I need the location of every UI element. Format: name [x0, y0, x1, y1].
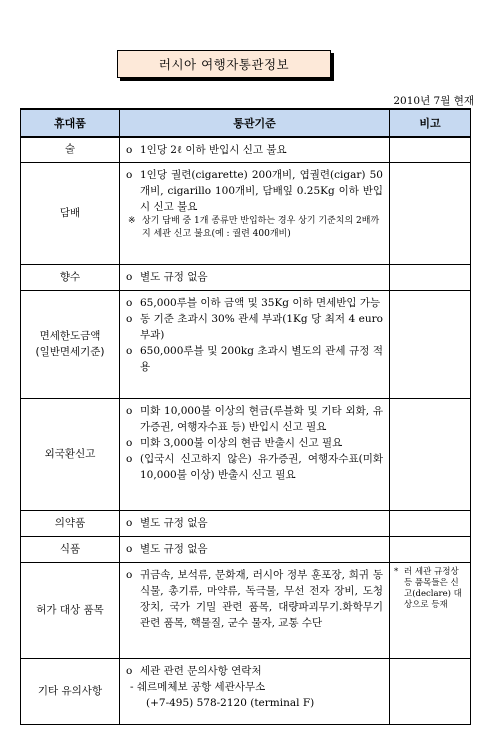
table-row: [21, 163, 471, 265]
row-standard: o 별도 규정 없음: [120, 537, 390, 563]
row-standard: o 미화 10,000불 이상의 현금(루블화 및 기타 외화, 유가증권, 여행자수표 등) 반입시 신고 필요 o 미화 3,000불 이상의 현금 반출시 신고 필요 o (입국시 신고하지 않은) 유가증권, 여행자수표(미화 10,000불 이상) 반출시 신고 필요: [120, 399, 390, 511]
table-row: [21, 265, 471, 291]
row-remark: [390, 163, 471, 265]
row-standard: o 별도 규정 없음: [120, 265, 390, 291]
header-remark: 비고: [390, 109, 471, 137]
table-row: [21, 137, 471, 163]
table-row: [21, 563, 471, 659]
row-remark: [390, 137, 471, 163]
row-remark: [390, 511, 471, 537]
row-category: 의약품: [21, 511, 120, 537]
row-category: 향수: [21, 265, 120, 291]
page-title: 러시아 여행자통관정보: [117, 50, 331, 78]
row-standard: o 1인당 2ℓ 이하 반입시 신고 불요: [120, 137, 390, 163]
table-row: [21, 511, 471, 537]
row-standard: o 1인당 궐련(cigarette) 200개비, 엽궐련(cigar) 50개비, cigarillo 100개비, 담배잎 0.25Kg 이하 반입시 신고 불요 ※ 상기 담배 중 1개 종류만 반입하는 경우 상기 기준치의 2배까지 세관 신고 불요(예 : 궐련 400개비): [120, 163, 390, 265]
table-row: [21, 537, 471, 563]
row-category: 식품: [21, 537, 120, 563]
customs-table: [20, 108, 471, 725]
row-standard: o 세관 관련 문의사항 연락처 - 쉐르메체보 공항 세관사무소 (+7-495) 578-2120 (terminal F): [120, 659, 390, 725]
row-category: 기타 유의사항: [21, 659, 120, 725]
row-category: 술: [21, 137, 120, 163]
contact-phone: (+7-495) 578-2120 (terminal F): [146, 697, 315, 709]
date-label: 2010년 7월 현재: [393, 95, 474, 107]
row-category: 외국환신고: [21, 399, 120, 511]
row-standard: o 귀금속, 보석류, 문화재, 러시아 정부 훈포장, 희귀 동식물, 총기류, 마약류, 독극물, 무선 전자 장비, 도청 장치, 국가 기밀 관련 품목, 대량파괴무기.화학무기 관련 품목, 핵물질, 군수 물자, 교통 수단: [120, 563, 390, 659]
row-remark: [390, 399, 471, 511]
header-item: 휴대품: [21, 109, 120, 137]
row-remark: [390, 659, 471, 725]
header-standard: 통관기준: [120, 109, 390, 137]
row-standard: o 65,000루블 이하 금액 및 35Kg 이하 면세반입 가능 o 동 기준 초과시 30% 관세 부과(1Kg 당 최저 4 euro 부과) o 650,000루블 및 200kg 초과시 별도의 관세 규정 적용: [120, 291, 390, 399]
table-row: [21, 291, 471, 399]
contact-office: - 쉐르메체보 공항 세관사무소: [130, 681, 266, 693]
row-remark: [390, 537, 471, 563]
row-category: 담배: [21, 163, 120, 265]
row-category: 허가 대상 품목: [21, 563, 120, 659]
row-standard: o 별도 규정 없음: [120, 511, 390, 537]
row-remark: * 러 세관 규정상 등 품목들은 신고(declare) 대상으로 등재: [390, 563, 471, 659]
table-row: [21, 659, 471, 725]
row-remark: [390, 265, 471, 291]
table-row: [21, 399, 471, 511]
header-row: [21, 109, 471, 137]
row-remark: [390, 291, 471, 399]
row-category: 면세한도금액 (일반면세기준): [21, 291, 120, 399]
